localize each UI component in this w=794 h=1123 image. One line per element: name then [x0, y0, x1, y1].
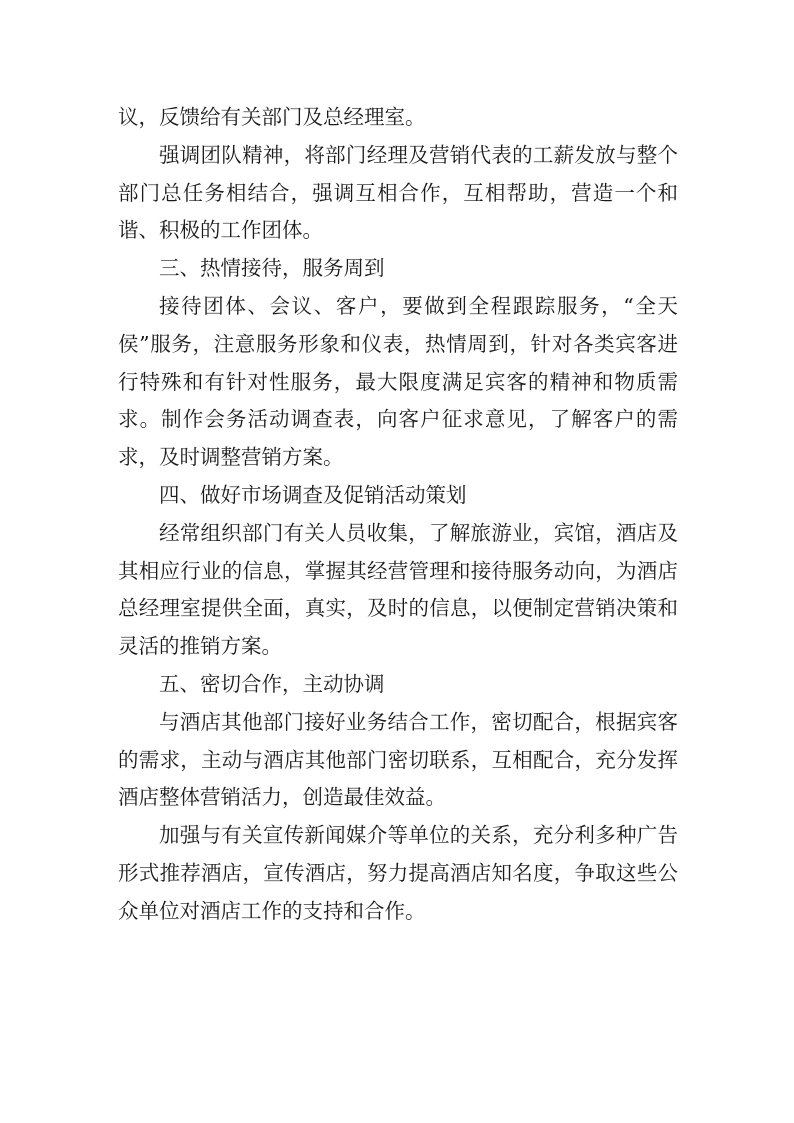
section-heading-4: 四、做好市场调查及促销活动策划: [159, 482, 467, 507]
section-heading-5: 五、密切合作，主动协调: [159, 671, 385, 696]
paragraph-continuation: 议，反馈给有关部门及总经理室。: [118, 105, 426, 129]
paragraph-market-research: 经常组织部门有关人员收集，了解旅游业，宾馆，酒店及其相应行业的信息，掌握其经营管理和接待服务动向，为酒店总经理室提供全面，真实，及时的信息，以便制定营销决策和灵活的推销方案。: [118, 520, 678, 659]
paragraph-team-spirit: 强调团队精神，将部门经理及营销代表的工薪发放与整个部门总任务相结合，强调互相合作，互相帮助，营造一个和谐、积极的工作团体。: [118, 142, 678, 243]
paragraph-cooperation: 与酒店其他部门接好业务结合工作，密切配合，根据宾客的需求，主动与酒店其他部门密切联系，互相配合，充分发挥酒店整体营销活力，创造最佳效益。: [118, 709, 678, 810]
section-heading-3: 三、热情接待，服务周到: [159, 256, 385, 281]
paragraph-media-relations: 加强与有关宣传新闻媒介等单位的关系，充分利多种广告形式推荐酒店，宣传酒店，努力提高酒店知名度，争取这些公众单位对酒店工作的支持和合作。: [118, 823, 678, 923]
paragraph-reception: 接待团体、会议、客户，要做到全程跟踪服务，“全天侯”服务，注意服务形象和仪表，热情周到，针对各类宾客进行特殊和有针对性服务，最大限度满足宾客的精神和物质需求。制作会务活动调查表，向客户征求意见，了解客户的需求，及时调整营销方案。: [118, 293, 678, 470]
document-body: [118, 99, 678, 931]
